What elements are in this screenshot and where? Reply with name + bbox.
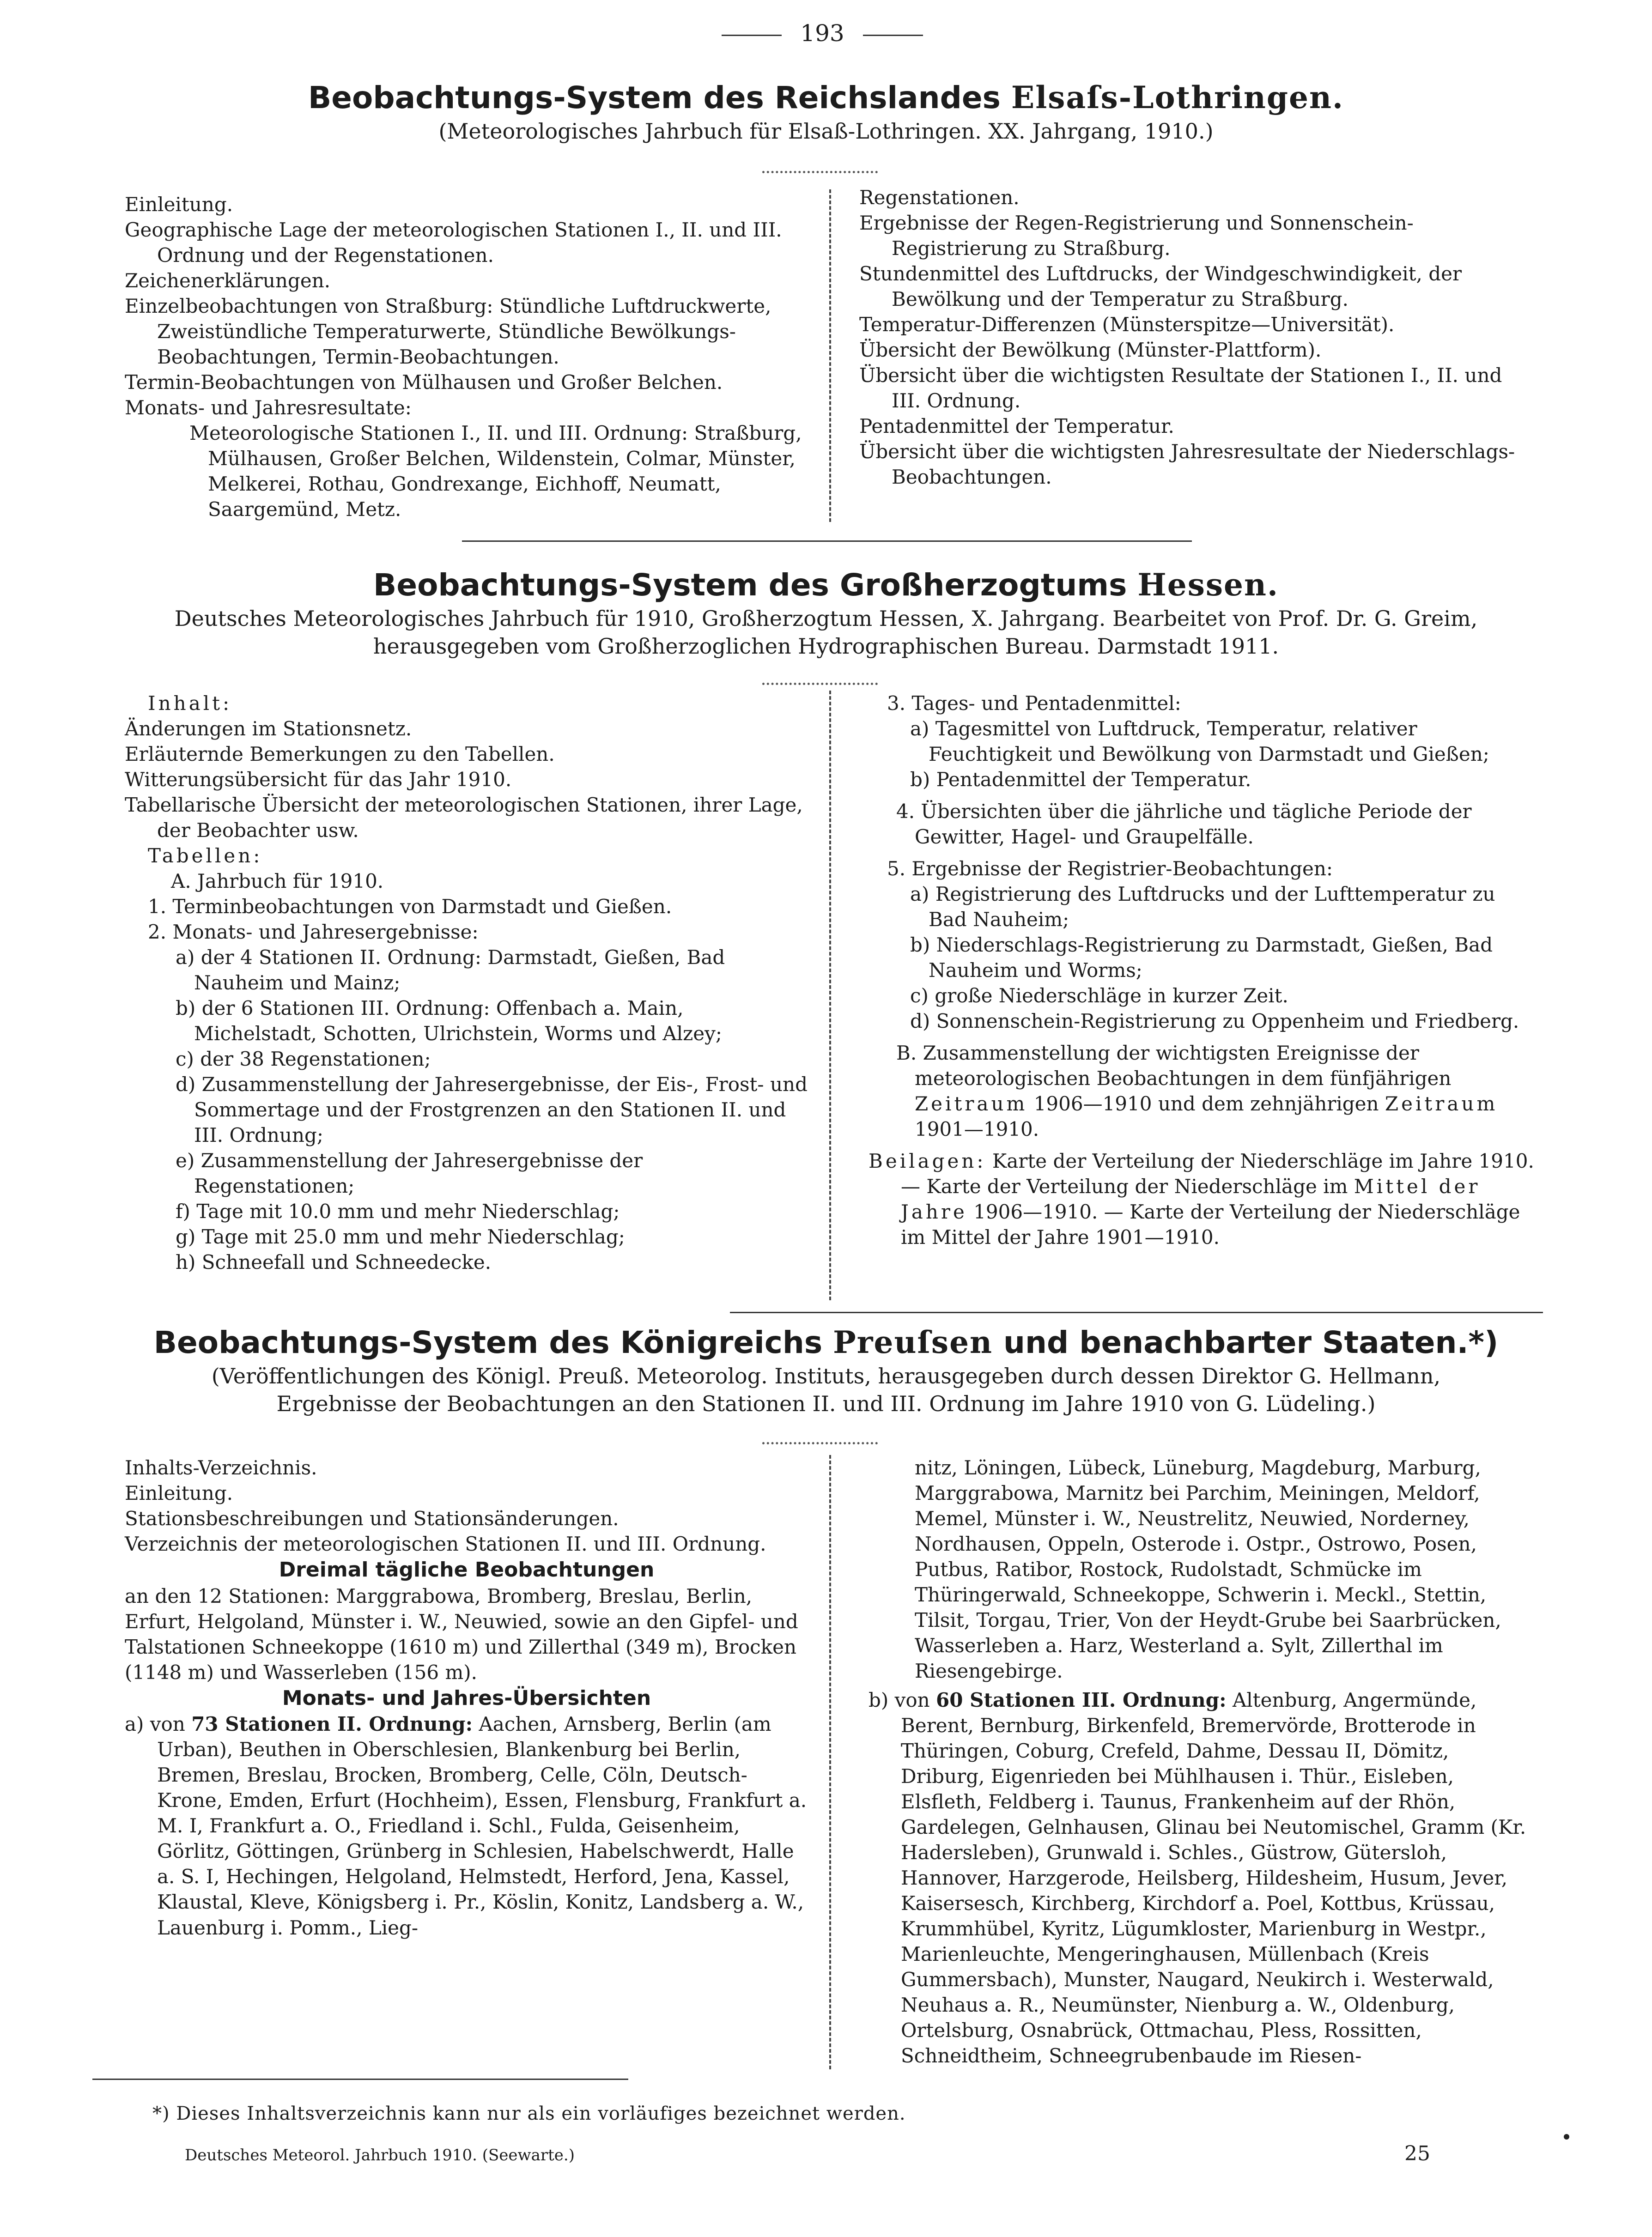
footnote-rule <box>92 2079 628 2080</box>
toc-line: Einleitung. <box>125 193 233 216</box>
section-subtitle: Ergebnisse der Beobachtungen an den Stationen II. und III. Ordnung im Jahre 1910 von G. Lüdeling.) <box>276 1391 1376 1417</box>
section-title <box>0 79 1652 117</box>
tilde-ornament <box>762 1437 878 1444</box>
section-title-main: Beobachtungs-System des Reichslandes <box>308 80 1011 115</box>
column-separator <box>829 691 831 1300</box>
toc-line: Ergebnisse der Regen-Registrierung und Sonnenschein-Registrierung zu Straßburg. <box>859 212 1414 260</box>
toc-line: Temperatur-Differenzen (Münsterspitze—Universität). <box>859 313 1395 336</box>
section1-right-column <box>859 185 1534 490</box>
toc-line: 3. Tages- und Pentadenmittel: <box>887 692 1181 715</box>
section2-right-column <box>869 691 1538 1250</box>
ink-dot <box>1564 2134 1569 2140</box>
section2-left-column <box>125 691 808 1275</box>
section3-right-column <box>869 1455 1538 2068</box>
section-preussen <box>0 1323 1652 1418</box>
toc-line: a) der 4 Stationen II. Ordnung: Darmstadt, Gießen, Bad Nauheim und Mainz; <box>176 946 725 994</box>
toc-line: h) Schneefall und Schneedecke. <box>176 1251 492 1274</box>
toc-line: b) der 6 Stationen III. Ordnung: Offenbach a. Main, Michelstadt, Schotten, Ulrichstein, Worms und Alzey; <box>176 997 722 1045</box>
toc-line: Erläuternde Bemerkungen zu den Tabellen. <box>125 743 555 766</box>
toc-line: a) Registrierung des Luftdrucks und der Lufttemperatur zu Bad Nauheim; <box>910 883 1495 931</box>
section-divider <box>462 540 1192 542</box>
section-title-end: und benachbarter Staaten.*) <box>993 1325 1499 1360</box>
page-number <box>702 18 942 48</box>
toc-line: f) Tage mit 10.0 mm und mehr Niederschlag; <box>176 1200 620 1223</box>
toc-line: Übersicht der Bewölkung (Münster-Plattform). <box>859 339 1322 362</box>
toc-line: 4. Übersichten über die jährliche und tägliche Periode der Gewitter, Hagel- und Graupelfälle. <box>896 800 1472 849</box>
section-hessen <box>0 566 1652 661</box>
column-separator <box>829 189 831 522</box>
toc-line: Stationsbeschreibungen und Stationsänderungen. <box>125 1507 619 1530</box>
page-number-dash-right <box>863 35 923 36</box>
toc-line: Änderungen im Stationsnetz. <box>125 717 412 740</box>
section-title <box>0 566 1652 605</box>
toc-line: Einleitung. <box>125 1482 233 1505</box>
toc-line: Übersicht über die wichtigsten Resultate der Stationen I., II. und III. Ordnung. <box>859 364 1502 412</box>
toc-line: Monats- und Jahresresultate: <box>125 396 412 419</box>
section-divider <box>730 1312 1543 1313</box>
toc-line: 2. Monats- und Jahresergebnisse: <box>148 921 479 944</box>
toc-paragraph: b) von 60 Stationen III. Ordnung: Altenburg, Angermünde, Berent, Bernburg, Birkenfeld, Bremervörde, Brotterode in Thüringen, Coburg, Crefeld, Dahme, Dessau II, Dömitz, Driburg, Eigenrieden bei Mühlhausen i. Thür., Eisleben, Elsfleth, Feldberg i. Taunus, Frankenheim auf der Rhön, Gardelegen, Gelnhausen, Glinau bei Neutomischel, Gramm (Kr. Hadersleben), Grunwald i. Schles., Güstrow, Gütersloh, Hannover, Harzgerode, Heilsberg, Hildesheim, Husum, Jever, Kaisersesch, Kirchberg, Kirchdorf a. Poel, Kottbus, Krüssau, Krummhübel, Kyritz, Lügumkloster, Marienburg in Westpr., Marienleuchte, Mengeringhausen, Müllenbach (Kreis Gummersbach), Munster, Naugard, Neukirch i. Westerwald, Neuhaus a. R., Neumünster, Nienburg a. W., Oldenburg, Ortelsburg, Osnabrück, Ottmachau, Pless, Rossitten, Schneidtheim, Schneegrubenbaude im Riesen- <box>869 1689 1526 2067</box>
toc-line: B. Zusammenstellung der wichtigsten Ereignisse der meteorologischen Beobachtungen in dem fünfjährigen Zeitraum 1906—1910 und dem zehnjährigen Zeitraum 1901—1910. <box>896 1042 1498 1141</box>
toc-line: d) Sonnenschein-Registrierung zu Oppenheim und Friedberg. <box>910 1010 1519 1033</box>
toc-paragraph: nitz, Löningen, Lübeck, Lüneburg, Magdeburg, Marburg, Marggrabowa, Marnitz bei Parchim, Meiningen, Meldorf, Memel, Münster i. W., Neustrelitz, Neuwied, Norderney, Nordhausen, Oppeln, Osterode i. Ostpr., Ostrowo, Posen, Putbus, Ratibor, Rostock, Rudolstadt, Schmücke im Thüringerwald, Schneekoppe, Schwerin i. Meckl., Stettin, Tilsit, Torgau, Trier, Von der Heydt-Grube bei Saarbrücken, Wasserleben a. Harz, Westerland a. Sylt, Zillerthal im Riesengebirge. <box>915 1456 1501 1683</box>
toc-line: c) große Niederschläge in kurzer Zeit. <box>910 984 1288 1007</box>
section-title-region: Elsaſs-Lothringen. <box>1011 79 1344 115</box>
toc-line: b) Pentadenmittel der Temperatur. <box>910 768 1251 791</box>
section3-left-column <box>125 1455 808 1940</box>
toc-line: b) Niederschlags-Registrierung zu Darmstadt, Gießen, Bad Nauheim und Worms; <box>910 934 1493 982</box>
tilde-ornament <box>762 165 878 173</box>
toc-line: d) Zusammenstellung der Jahresergebnisse, der Eis-, Frost- und Sommertage und der Frostgrenzen an den Stationen II. und III. Ordnung; <box>176 1073 808 1147</box>
section-title-region: Hessen. <box>1137 567 1279 603</box>
column-separator <box>829 1455 831 2069</box>
toc-line: Tabellarische Übersicht der meteorologischen Stationen, ihrer Lage, der Beobachter usw. <box>125 794 803 842</box>
toc-line: Inhalts-Verzeichnis. <box>125 1456 317 1479</box>
toc-line: c) der 38 Regenstationen; <box>176 1048 431 1071</box>
toc-heading: Tabellen: <box>148 844 263 867</box>
page-number-dash-left <box>722 35 782 36</box>
section-subtitle: (Veröffentlichungen des Königl. Preuß. Meteorolog. Instituts, herausgegeben durch dessen Direktor G. Hellmann, <box>211 1363 1441 1388</box>
toc-line: Einzelbeobachtungen von Straßburg: Stündliche Luftdruckwerte, Zweistündliche Temperaturwerte, Stündliche Bewölkungs-Beobachtungen, Termin-Beobachtungen. <box>125 295 771 369</box>
toc-line: Regenstationen. <box>859 186 1020 209</box>
toc-line: A. Jahrbuch für 1910. <box>171 870 384 893</box>
toc-line: Geographische Lage der meteorologischen Stationen I., II. und III. Ordnung und der Regenstationen. <box>125 218 782 267</box>
toc-paragraph: an den 12 Stationen: Marggrabowa, Bromberg, Breslau, Berlin, Erfurt, Helgoland, Münster i. W., Neuwied, sowie an den Gipfel- und Talstationen Schneekoppe (1610 m) und Zillerthal (349 m), Brocken (1148 m) und Wasserleben (156 m). <box>125 1584 798 1684</box>
toc-line: Meteorologische Stationen I., II. und III. Ordnung: Straßburg, Mülhausen, Großer Belchen, Wildenstein, Colmar, Münster, Melkerei, Rothau, Gondrexange, Eichhoff, Neumatt, Saargemünd, Metz. <box>189 422 802 521</box>
section-title-region: Preuſsen <box>833 1324 993 1360</box>
section-subtitle: Deutsches Meteorologisches Jahrbuch für 1910, Großherzogtum Hessen, X. Jahrgang. Bearbeitet von Prof. Dr. G. Greim, <box>174 606 1478 631</box>
page-number-text: 193 <box>800 20 844 47</box>
subsection-heading: Monats- und Jahres-Übersichten <box>282 1686 651 1710</box>
section-elsass-lothringen <box>0 79 1652 145</box>
toc-line: Termin-Beobachtungen von Mülhausen und Großer Belchen. <box>125 371 723 394</box>
section-subtitle: (Meteorologisches Jahrbuch für Elsaß-Lothringen. XX. Jahrgang, 1910.) <box>438 118 1214 144</box>
toc-line: a) Tagesmittel von Luftdruck, Temperatur, relativer Feuchtigkeit und Bewölkung von Darmstadt und Gießen; <box>910 717 1489 766</box>
footer-publication: Deutsches Meteorol. Jahrbuch 1910. (Seewarte.) <box>185 2146 575 2164</box>
section-title-main: Beobachtungs-System des Großherzogtums <box>373 567 1138 603</box>
toc-heading: Inhalt: <box>148 692 232 715</box>
toc-line: Zeichenerklärungen. <box>125 269 331 292</box>
section-title-main: Beobachtungs-System des Königreichs <box>153 1325 833 1360</box>
toc-line: Witterungsübersicht für das Jahr 1910. <box>125 768 512 791</box>
section-title <box>0 1323 1652 1362</box>
section1-left-column <box>125 192 804 522</box>
toc-line: 1. Terminbeobachtungen von Darmstadt und Gießen. <box>148 895 672 918</box>
toc-line: Übersicht über die wichtigsten Jahresresultate der Niederschlags-Beobachtungen. <box>859 440 1515 489</box>
section-subtitle: herausgegeben vom Großherzoglichen Hydrographischen Bureau. Darmstadt 1911. <box>373 634 1279 659</box>
toc-line: 5. Ergebnisse der Registrier-Beobachtungen: <box>887 857 1333 880</box>
toc-line: e) Zusammenstellung der Jahresergebnisse der Regenstationen; <box>176 1149 643 1198</box>
toc-line: g) Tage mit 25.0 mm und mehr Niederschlag; <box>176 1225 625 1249</box>
toc-line: Beilagen: Karte der Verteilung der Niederschläge im Jahre 1910. — Karte der Verteilung der Niederschläge im Mittel der Jahre 1906—1910. — Karte der Verteilung der Niederschläge im Mittel der Jahre 1901—1910. <box>869 1150 1534 1249</box>
toc-line: Stundenmittel des Luftdrucks, der Windgeschwindigkeit, der Bewölkung und der Temperatur zu Straßburg. <box>859 262 1462 311</box>
subsection-heading: Dreimal tägliche Beobachtungen <box>279 1558 655 1582</box>
toc-line: Verzeichnis der meteorologischen Stationen II. und III. Ordnung. <box>125 1533 766 1556</box>
toc-paragraph: a) von 73 Stationen II. Ordnung: Aachen, Arnsberg, Berlin (am Urban), Beuthen in Oberschlesien, Blankenburg bei Berlin, Bremen, Breslau, Brocken, Bromberg, Celle, Cöln, Deutsch-Krone, Emden, Erfurt (Hochheim), Essen, Flensburg, Frankfurt a. M. I, Frankfurt a. O., Friedland i. Schl., Fulda, Geisenheim, Görlitz, Göttingen, Grünberg in Schlesien, Habelschwerdt, Halle a. S. I, Hechingen, Helgoland, Helmstedt, Herford, Jena, Kassel, Klaustal, Kleve, Königsberg i. Pr., Köslin, Konitz, Landsberg a. W., Lauenburg i. Pomm., Lieg- <box>125 1713 807 1939</box>
tilde-ornament <box>762 677 878 685</box>
toc-line: Pentadenmittel der Temperatur. <box>859 415 1174 438</box>
footnote: *) Dieses Inhaltsverzeichnis kann nur als ein vorläufiges bezeichnet werden. <box>152 2103 906 2124</box>
footer-signature-number: 25 <box>1404 2142 1430 2165</box>
